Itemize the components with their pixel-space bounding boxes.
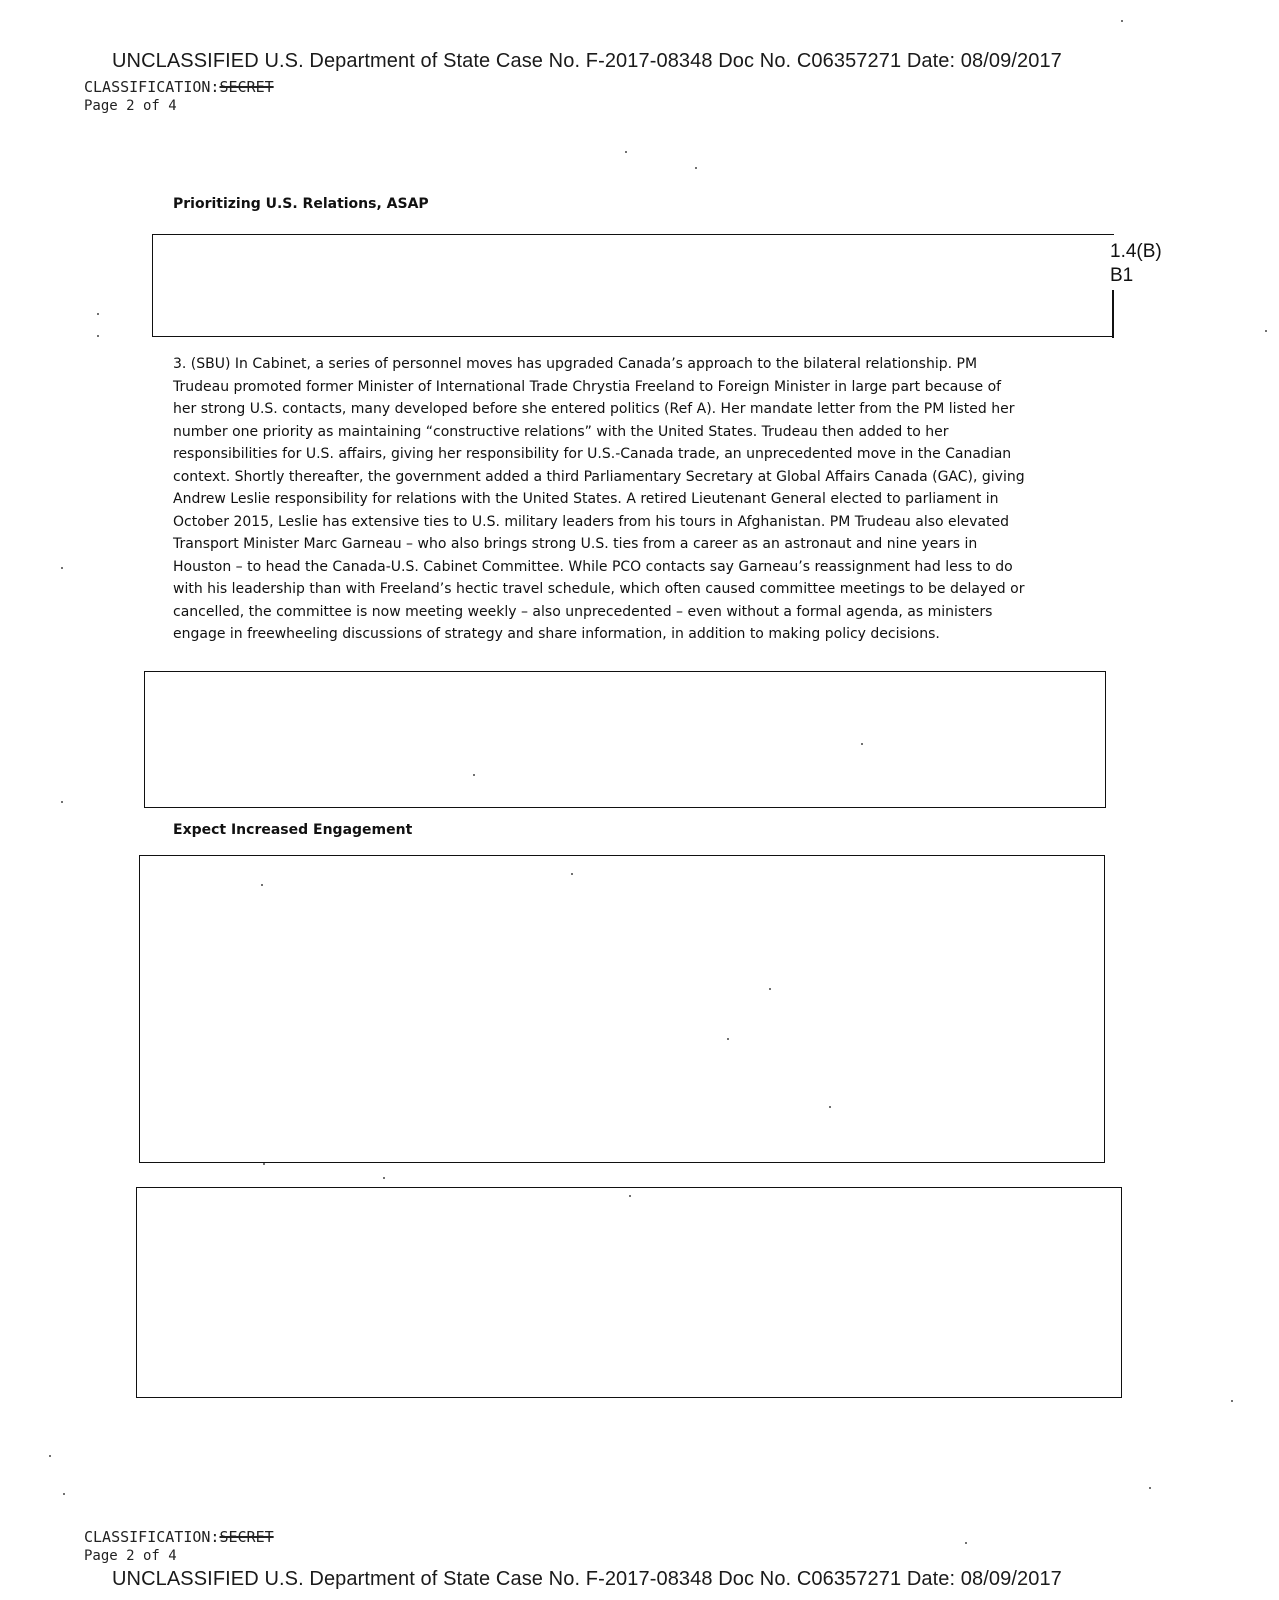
scan-speck [61, 567, 63, 569]
scan-speck [695, 167, 697, 169]
classification-value-struck: SECRET [219, 78, 274, 96]
scan-speck [629, 1195, 631, 1197]
paragraph-3 [173, 353, 1025, 646]
paragraph-line: context. Shortly thereafter, the government added a third Parliamentary Secretary at Global Affairs Canada (GAC), giving [173, 468, 1025, 485]
scan-speck [769, 988, 771, 990]
paragraph-line: number one priority as maintaining “constructive relations” with the United States. Trudeau then added to her [173, 423, 949, 440]
scan-speck [727, 1038, 729, 1040]
paragraph-line: Trudeau promoted former Minister of International Trade Chrystia Freeland to Foreign Minister in large part because of [173, 378, 1002, 395]
footer-classification [84, 1528, 274, 1546]
scan-speck [1231, 1400, 1233, 1402]
classification-label: CLASSIFICATION: [84, 1528, 220, 1546]
scan-speck [829, 1106, 831, 1108]
scan-speck [97, 335, 99, 337]
paragraph-line: October 2015, Leslie has extensive ties to U.S. military leaders from his tours in Afghanistan. PM Trudeau also elevated [173, 513, 1010, 530]
redaction-box-4 [136, 1187, 1122, 1398]
scan-speck [861, 743, 863, 745]
header-classification [84, 78, 274, 96]
scan-speck [383, 1177, 385, 1179]
paragraph-line: responsibilities for U.S. affairs, giving her responsibility for U.S.-Canada trade, an unprecedented move in the Canadian [173, 446, 1012, 462]
redaction-box-1-edge [1112, 290, 1114, 338]
scan-speck [97, 313, 99, 315]
scan-speck [61, 801, 63, 803]
scan-speck [263, 1163, 265, 1165]
redaction-code-line1: 1.4(B) [1110, 241, 1162, 262]
footer-page-number: Page 2 of 4 [84, 1548, 177, 1564]
scan-speck [965, 1542, 967, 1544]
redaction-code [1110, 240, 1162, 288]
header-page-number: Page 2 of 4 [84, 98, 177, 114]
paragraph-line: with his leadership than with Freeland’s hectic travel schedule, which often caused committee meetings to be delayed or [173, 581, 1025, 597]
redaction-box-1 [152, 234, 1114, 337]
scan-speck [1121, 20, 1123, 22]
footer-banner: UNCLASSIFIED U.S. Department of State Case No. F-2017-08348 Doc No. C06357271 Date: 08/09/2017 [112, 1568, 1062, 1590]
scan-speck [625, 151, 627, 153]
scan-speck [1149, 1487, 1151, 1489]
paragraph-line: engage in freewheeling discussions of strategy and share information, in addition to making policy decisions. [173, 626, 940, 642]
paragraph-line: Transport Minister Marc Garneau – who also brings strong U.S. ties from a career as an astronaut and nine years in [173, 536, 978, 552]
scan-speck [1265, 330, 1267, 332]
redaction-box-3 [139, 855, 1105, 1163]
redaction-code-line2: B1 [1110, 265, 1134, 286]
scan-speck [49, 1455, 51, 1457]
paragraph-line: her strong U.S. contacts, many developed before she entered politics (Ref A). Her mandate letter from the PM listed her [173, 401, 1015, 417]
paragraph-line: 3. (SBU) In Cabinet, a series of personnel moves has upgraded Canada’s approach to the bilateral relationship. PM [173, 356, 978, 372]
redaction-box-2 [144, 671, 1106, 808]
classification-value-struck: SECRET [219, 1528, 274, 1546]
classification-label: CLASSIFICATION: [84, 78, 220, 96]
paragraph-line: cancelled, the committee is now meeting weekly – also unprecedented – even without a formal agenda, as ministers [173, 603, 993, 620]
scan-speck [261, 884, 263, 886]
scan-speck [571, 873, 573, 875]
scan-speck [63, 1493, 65, 1495]
header-banner: UNCLASSIFIED U.S. Department of State Case No. F-2017-08348 Doc No. C06357271 Date: 08/09/2017 [112, 50, 1062, 72]
paragraph-line: Houston – to head the Canada-U.S. Cabinet Committee. While PCO contacts say Garneau’s reassignment had less to do [173, 558, 1013, 575]
paragraph-line: Andrew Leslie responsibility for relations with the United States. A retired Lieutenant General elected to parliament in [173, 491, 999, 507]
section-heading-prioritizing: Prioritizing U.S. Relations, ASAP [173, 196, 429, 212]
scan-speck [473, 774, 475, 776]
section-heading-engagement: Expect Increased Engagement [173, 822, 413, 838]
